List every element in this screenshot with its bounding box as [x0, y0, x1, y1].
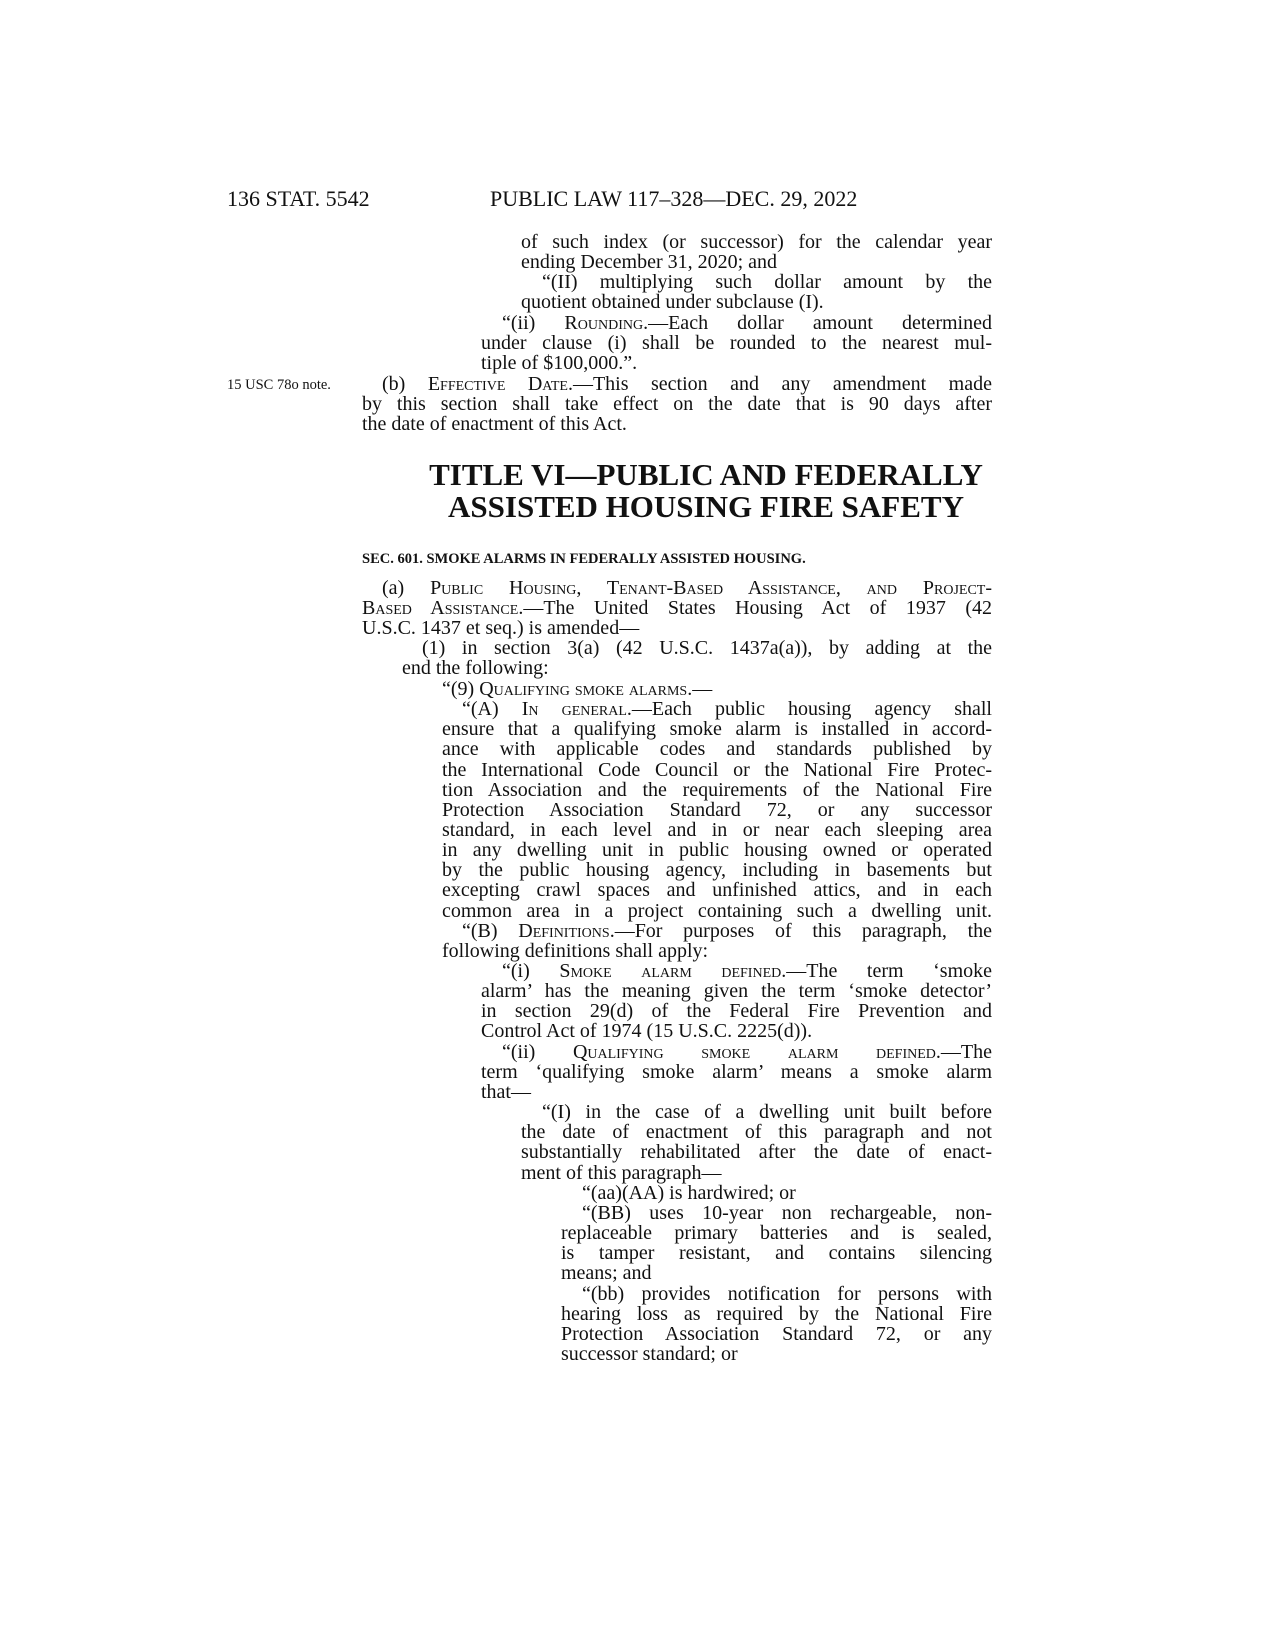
title-heading-line2: ASSISTED HOUSING FIRE SAFETY — [448, 489, 964, 524]
text-line: U.S.C. 1437 et seq.) is amended— — [362, 617, 640, 639]
text-line: ment of this paragraph— — [521, 1162, 722, 1184]
text-line: tion Association and the requirements of the National Fire — [442, 779, 992, 801]
text-line: Protection Association Standard 72, or any — [561, 1323, 992, 1345]
text-line: hearing loss as required by the National Fire — [561, 1303, 992, 1325]
text-line: by the public housing agency, including in basements but — [442, 859, 992, 881]
text-fragment: “(A) — [462, 698, 522, 720]
text-fragment: .—The United States Housing Act of 1937 (42 — [518, 597, 992, 619]
text-line: Protection Association Standard 72, or any successor — [442, 799, 992, 821]
text-fragment: (b) — [382, 373, 428, 395]
text-fragment: .—The term ‘smoke — [781, 960, 992, 982]
text-line: ensure that a qualifying smoke alarm is installed in accord- — [442, 718, 992, 740]
text-fragment: .—For purposes of this paragraph, the — [609, 920, 993, 942]
subsection-heading: Effective Date — [427, 373, 568, 395]
text-line: of such index (or successor) for the calendar year — [521, 231, 992, 253]
item-aa-AA: “(aa)(AA) is hardwired; or — [582, 1182, 796, 1204]
text-fragment: .—The — [935, 1041, 992, 1063]
text-line: “(bb) provides notification for persons with — [582, 1283, 992, 1305]
text-line: quotient obtained under subclause (I). — [521, 291, 824, 313]
text-fragment: “(i) — [502, 960, 560, 982]
text-fragment: “(B) — [462, 920, 519, 942]
clause-heading: Qualifying smoke alarm defined — [572, 1041, 936, 1063]
text-line: successor standard; or — [561, 1343, 738, 1365]
text-line: means; and — [561, 1262, 652, 1284]
text-line: the date of enactment of this paragraph and not — [521, 1121, 992, 1143]
subsection-heading: Public Housing, Tenant-Based Assistance, and Project- — [430, 577, 992, 599]
text-line: that— — [481, 1081, 531, 1103]
text-line: “(I) in the case of a dwelling unit built before — [542, 1101, 992, 1123]
text-line: standard, in each level and in or near each sleeping area — [442, 819, 992, 841]
text-line: in section 29(d) of the Federal Fire Prevention and — [481, 1000, 992, 1022]
text-fragment: “(ii) — [502, 1041, 573, 1063]
text-line: under clause (i) shall be rounded to the nearest mul- — [481, 332, 992, 354]
text-line: alarm’ has the meaning given the term ‘smoke detector’ — [481, 980, 992, 1002]
text-line: excepting crawl spaces and unfinished attics, and in each — [442, 879, 992, 901]
text-line: Control Act of 1974 (15 U.S.C. 2225(d)). — [481, 1020, 813, 1042]
text-line: is tamper resistant, and contains silencing — [561, 1242, 992, 1264]
title-heading-line1: TITLE VI—PUBLIC AND FEDERALLY — [429, 457, 983, 492]
text-line: “(BB) uses 10-year non rechargeable, non- — [582, 1202, 992, 1224]
page-running-header: PUBLIC LAW 117–328—DEC. 29, 2022 — [490, 186, 858, 211]
text-line: end the following: — [402, 657, 549, 679]
text-line: replaceable primary batteries and is sealed, — [561, 1222, 992, 1244]
text-line — [382, 578, 992, 599]
text-line: “(II) multiplying such dollar amount by the — [542, 271, 992, 293]
text-line: term ‘qualifying smoke alarm’ means a smoke alarm — [481, 1061, 992, 1083]
text-line: ending December 31, 2020; and — [521, 251, 778, 273]
clause-heading: Smoke alarm defined — [559, 960, 782, 982]
text-fragment: “(9) — [442, 678, 480, 700]
subsection-heading: Based Assistance — [362, 597, 519, 619]
clause-heading: Rounding — [564, 312, 644, 334]
text-line — [502, 313, 992, 334]
text-fragment: “(ii) — [502, 312, 565, 334]
text-fragment: .—Each public housing agency shall — [626, 698, 992, 720]
margin-note: 15 USC 78o note. — [227, 377, 331, 393]
text-line — [382, 374, 992, 395]
paragraph-heading: Qualifying smoke alarms — [479, 678, 688, 700]
text-line: tiple of $100,000.”. — [481, 352, 638, 374]
text-line: the date of enactment of this Act. — [362, 413, 627, 435]
text-line — [462, 699, 992, 720]
text-line: (1) in section 3(a) (42 U.S.C. 1437a(a)), by adding at the — [422, 637, 992, 659]
subparagraph-heading: In general — [521, 698, 627, 720]
text-line: common area in a project containing such a dwelling unit. — [442, 900, 992, 922]
text-line — [502, 1042, 992, 1063]
text-line: the International Code Council or the National Fire Protec- — [442, 759, 992, 781]
text-line — [502, 961, 992, 982]
subparagraph-heading: Definitions — [518, 920, 610, 942]
text-fragment: .—Each dollar amount determined — [643, 312, 992, 334]
text-line: in any dwelling unit in public housing owned or operated — [442, 839, 992, 861]
text-line: by this section shall take effect on the date that is 90 days after — [362, 393, 992, 415]
text-line — [362, 598, 992, 619]
text-line — [462, 921, 992, 942]
text-fragment: .— — [687, 678, 713, 700]
text-fragment: (a) — [382, 577, 431, 599]
text-line: following definitions shall apply: — [442, 940, 709, 962]
text-line: ance with applicable codes and standards published by — [442, 738, 992, 760]
text-line: substantially rehabilitated after the date of enact- — [521, 1141, 992, 1163]
paragraph-9-heading — [442, 679, 992, 700]
page-stat-number: 136 STAT. 5542 — [227, 186, 370, 211]
section-heading: SEC. 601. SMOKE ALARMS IN FEDERALLY ASSISTED HOUSING. — [362, 551, 806, 567]
text-fragment: .—This section and any amendment made — [567, 373, 992, 395]
